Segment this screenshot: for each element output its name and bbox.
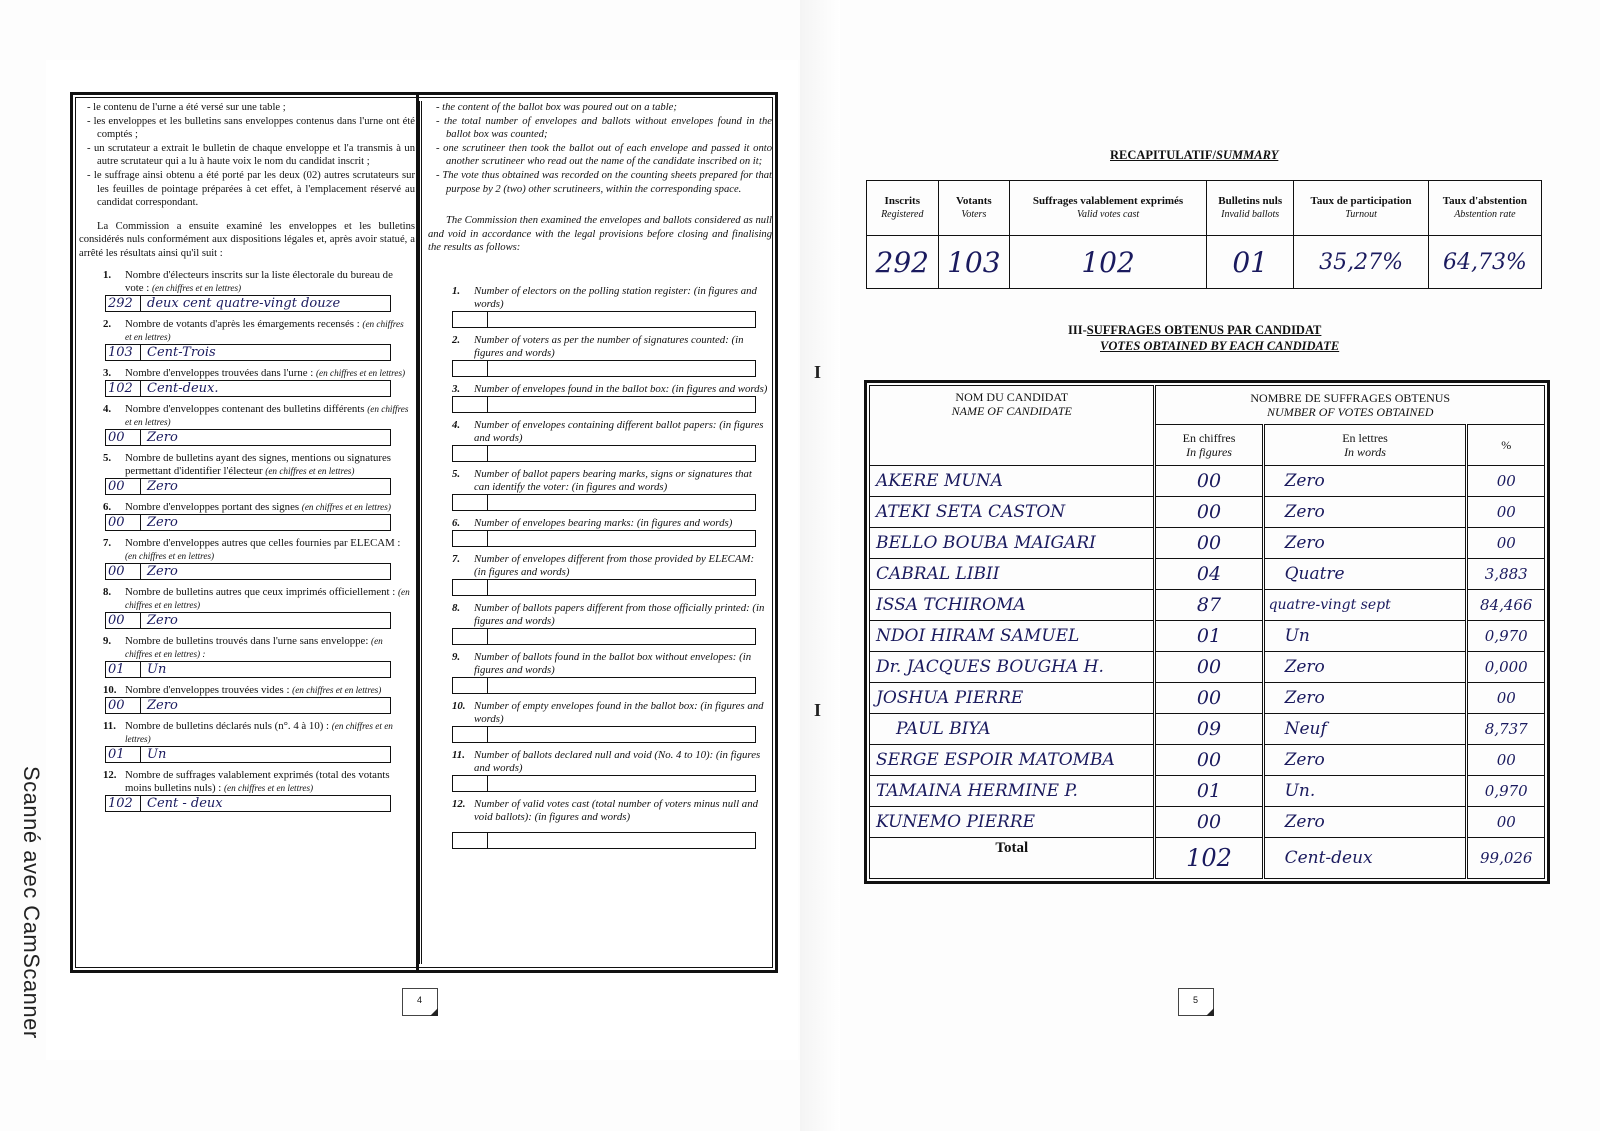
answer-words: Zero bbox=[147, 429, 178, 445]
english-commission-paragraph: The Commission then examined the envelopes and ballots considered as null and void in accordance with the legal provisions before closing and finalising the results as follows: bbox=[428, 215, 772, 254]
page-fold bbox=[800, 0, 840, 1131]
item-label: Nombre de bulletins autres que ceux imprimés officiellement : bbox=[125, 585, 396, 598]
fold-mark: I bbox=[814, 362, 822, 382]
candidate-row: BELLO BOUBA MAIGARI 00 Zero 00 bbox=[870, 528, 1545, 559]
english-column bbox=[419, 101, 772, 964]
result-item-en-6: 6. Number of envelopes bearing marks: (in figures and words) bbox=[428, 517, 772, 547]
answer-words: deux cent quatre-vingt douze bbox=[147, 295, 341, 311]
summary-header-row bbox=[867, 181, 1542, 236]
french-results-list bbox=[79, 269, 415, 812]
result-item-4: 4. Nombre d'enveloppes contenant des bulletins différents (en chiffres et en lettres) 00 Zero bbox=[103, 402, 409, 445]
item-label: Nombre de bulletins ayant des signes, mentions ou signatures permettant d'identifier l'électeur bbox=[125, 451, 391, 477]
answer-field-en[interactable] bbox=[452, 530, 756, 547]
result-item-10: 10. Nombre d'enveloppes trouvées vides : (en chiffres et en lettres) 00 Zero bbox=[79, 684, 415, 714]
candidate-row: CABRAL LIBII 04 Quatre 3,883 bbox=[870, 559, 1545, 590]
answer-field[interactable] bbox=[105, 746, 391, 763]
english-bullet: - The vote thus obtained was recorded on the counting sheets prepared for that purpose by 2 (two) other scrutineers, within the corresponding space. bbox=[436, 169, 772, 195]
answer-field-en[interactable] bbox=[452, 628, 756, 645]
answer-figure bbox=[453, 833, 488, 848]
answer-words: Zero bbox=[147, 478, 178, 494]
english-bullet: - the content of the ballot box was poured out on a table; bbox=[436, 102, 677, 113]
fold-mark: I bbox=[814, 700, 822, 720]
header-abstention: Taux d'abstention Abstention rate bbox=[1428, 181, 1541, 236]
answer-field[interactable] bbox=[105, 429, 391, 446]
answer-words: Cent-deux. bbox=[147, 380, 219, 396]
candidate-row: ISSA TCHIROMA 87 quatre-vingt sept 84,466 bbox=[870, 590, 1545, 621]
english-bullet: - one scrutineer then took the ballot out of each envelope and passed it onto another scrutineer who read out the name of the candidate inscribed on it; bbox=[436, 142, 772, 168]
french-bullet: - les enveloppes et les bulletins sans enveloppes contenus dans l'urne ont été comptés ; bbox=[87, 115, 415, 141]
answer-field[interactable] bbox=[105, 478, 391, 495]
header-in-words: En lettres In words bbox=[1263, 425, 1467, 466]
answer-figure: 00 bbox=[106, 479, 141, 494]
total-label: Total bbox=[870, 838, 1155, 879]
result-item-8: 8. Nombre de bulletins autres que ceux imprimés officiellement : (en chiffres et en lettres) 00 Zero bbox=[103, 585, 410, 628]
result-item-7: 7. Nombre d'enveloppes autres que celles fournies par ELECAM : (en chiffres et en lettres) 00 Zero bbox=[103, 536, 401, 579]
summary-title: RECAPITULATIF/SUMMARY bbox=[1110, 148, 1279, 162]
french-bullet: - le suffrage ainsi obtenu a été porté par les deux (02) autres scrutateurs sur les feuilles de pointage préparées à cet effet, à l'emplacement réservé au candidat correspondant. bbox=[87, 169, 415, 209]
header-candidate-name: NOM DU CANDIDAT NAME OF CANDIDATE bbox=[870, 386, 1155, 466]
left-page-frame bbox=[70, 92, 778, 973]
answer-field-en[interactable] bbox=[452, 726, 756, 743]
answer-figure bbox=[453, 495, 488, 510]
votes-section-title: III-SUFFRAGES OBTENUS PAR CANDIDAT VOTES OBTAINED BY EACH CANDIDATE bbox=[1068, 323, 1340, 353]
answer-field[interactable] bbox=[105, 295, 391, 312]
answer-words: Zero bbox=[147, 697, 178, 713]
item-label: Nombre de bulletins déclarés nuls (n°. 4 à 10) : bbox=[125, 719, 330, 732]
answer-field[interactable] bbox=[105, 697, 391, 714]
answer-words: Zero bbox=[147, 514, 178, 530]
answer-figure bbox=[453, 361, 488, 376]
candidate-row: AKERE MUNA 00 Zero 00 bbox=[870, 466, 1545, 497]
votes-table bbox=[869, 385, 1545, 879]
answer-figure: 00 bbox=[106, 430, 141, 445]
answer-figure: 102 bbox=[106, 796, 141, 811]
answer-figure: 00 bbox=[106, 564, 141, 579]
result-item-en-1: 1. Number of electors on the polling station register: (in figures and words) bbox=[428, 285, 772, 328]
french-bullet: - un scrutateur a extrait le bulletin de chaque enveloppe et l'a transmis à un autre scrutateur qui a lu à haute voix le nom du candidat inscrit ; bbox=[87, 142, 415, 168]
value-abstention: 64,73% bbox=[1428, 236, 1541, 289]
result-item-9: 9. Nombre de bulletins trouvés dans l'urne sans enveloppe: (en chiffres et en lettres) : 01 Un bbox=[79, 635, 415, 678]
result-item-2: 2. Nombre de votants d'après les émargements recensés : (en chiffres et en lettres) 103 Cent-Trois bbox=[103, 317, 404, 360]
answer-field-en[interactable] bbox=[452, 775, 756, 792]
answer-field-en[interactable] bbox=[452, 311, 756, 328]
answer-words: Cent - deux bbox=[147, 795, 223, 811]
result-item-en-9: 9. Number of ballots found in the ballot box without envelopes: (in figures and words) bbox=[428, 651, 772, 694]
header-valid-votes: Suffrages valablement exprimés Valid votes cast bbox=[1010, 181, 1207, 236]
total-figure: 102 bbox=[1155, 838, 1263, 879]
result-item-en-4: 4. Number of envelopes containing different ballot papers: (in figures and words) bbox=[428, 419, 772, 462]
header-in-figures: En chiffres In figures bbox=[1155, 425, 1263, 466]
header-voters: Votants Voters bbox=[938, 181, 1010, 236]
answer-field-en[interactable] bbox=[452, 445, 756, 462]
result-item-12: 12. Nombre de suffrages valablement exprimés (total des votants moins bulletins nuls) : (en chiffres et en lettres) 102 Cent - deux bbox=[103, 768, 390, 811]
english-results-list bbox=[428, 285, 772, 849]
answer-figure bbox=[453, 397, 488, 412]
french-procedure-list bbox=[79, 101, 415, 210]
item-label: Nombre de bulletins trouvés dans l'urne sans enveloppe: bbox=[125, 634, 369, 647]
answer-field[interactable] bbox=[105, 661, 391, 678]
header-invalid-ballots: Bulletins nuls Invalid ballots bbox=[1207, 181, 1294, 236]
item-label: Nombre de votants d'après les émargements recensés : bbox=[125, 317, 360, 330]
left-page bbox=[46, 60, 798, 1060]
answer-field-en[interactable] bbox=[452, 677, 756, 694]
result-item-en-11: 11. Number of ballots declared null and void (No. 4 to 10): (in figures and words) bbox=[428, 749, 772, 792]
french-bullet: - le contenu de l'urne a été versé sur une table ; bbox=[87, 102, 286, 113]
candidate-row: PAUL BIYA 09 Neuf 8,737 bbox=[870, 714, 1545, 745]
answer-field-en[interactable] bbox=[452, 396, 756, 413]
total-words: Cent-deux bbox=[1263, 838, 1467, 879]
item-label: Nombre d'enveloppes trouvées dans l'urne : bbox=[125, 366, 314, 379]
result-item-6: 6. Nombre d'enveloppes portant des signes (en chiffres et en lettres) 00 Zero bbox=[103, 500, 391, 530]
total-percent: 99,026 bbox=[1467, 838, 1545, 879]
page-number-icon: 5 bbox=[1178, 988, 1214, 1016]
english-bullet: - the total number of envelopes and ballots without envelopes found in the ballot box was counted; bbox=[436, 115, 772, 141]
answer-field[interactable] bbox=[105, 795, 391, 812]
answer-figure: 00 bbox=[106, 515, 141, 530]
answer-field-en[interactable] bbox=[452, 360, 756, 377]
answer-figure bbox=[453, 727, 488, 742]
answer-figure bbox=[453, 446, 488, 461]
header-turnout: Taux de participation Turnout bbox=[1294, 181, 1428, 236]
answer-figure: 292 bbox=[106, 296, 141, 311]
candidate-row: KUNEMO PIERRE 00 Zero 00 bbox=[870, 807, 1545, 838]
result-item-en-10: 10. Number of empty envelopes found in the ballot box: (in figures and words) bbox=[428, 700, 772, 743]
result-item-en-7: 7. Number of envelopes different from those provided by ELECAM: (in figures and words) bbox=[428, 553, 772, 596]
votes-table-frame bbox=[864, 380, 1550, 884]
item-label: Nombre d'enveloppes contenant des bulletins différents bbox=[125, 402, 365, 415]
answer-words: Un bbox=[147, 746, 167, 762]
french-column bbox=[79, 101, 415, 964]
value-invalid-ballots: 01 bbox=[1207, 236, 1294, 289]
answer-field[interactable] bbox=[105, 344, 391, 361]
answer-figure bbox=[453, 629, 488, 644]
result-item-en-8: 8. Number of ballots papers different from those officially printed: (in figures and words) bbox=[428, 602, 772, 645]
item-label: Nombre d'enveloppes autres que celles fournies par ELECAM : bbox=[125, 536, 401, 549]
answer-field-en[interactable] bbox=[452, 832, 756, 849]
answer-figure bbox=[453, 531, 488, 546]
candidate-row: JOSHUA PIERRE 00 Zero 00 bbox=[870, 683, 1545, 714]
answer-field[interactable] bbox=[105, 514, 391, 531]
item-label: Nombre d'électeurs inscrits sur la liste électorale du bureau de vote : bbox=[125, 268, 393, 294]
result-item-en-2: 2. Number of voters as per the number of signatures counted: (in figures and words) bbox=[428, 334, 772, 377]
result-item-1: 1. Nombre d'électeurs inscrits sur la liste électorale du bureau de vote : (en chiffres et en lettres) 292 deux cent quatre-vingt douze bbox=[103, 268, 393, 311]
answer-field[interactable] bbox=[105, 380, 391, 397]
english-procedure-list bbox=[428, 101, 772, 196]
value-valid-votes: 102 bbox=[1010, 236, 1207, 289]
answer-figure: 01 bbox=[106, 747, 141, 762]
summary-table bbox=[866, 180, 1542, 289]
result-item-11: 11. Nombre de bulletins déclarés nuls (n°. 4 à 10) : (en chiffres et en lettres) 01 Un bbox=[103, 719, 393, 762]
header-percent: % bbox=[1467, 425, 1545, 466]
summary-values-row bbox=[867, 236, 1542, 289]
value-voters: 103 bbox=[938, 236, 1010, 289]
value-registered: 292 bbox=[867, 236, 939, 289]
candidate-row: ATEKI SETA CASTON 00 Zero 00 bbox=[870, 497, 1545, 528]
header-registered: Inscrits Registered bbox=[867, 181, 939, 236]
answer-field[interactable] bbox=[105, 563, 391, 580]
result-item-3: 3. Nombre d'enveloppes trouvées dans l'urne : (en chiffres et en lettres) 102 Cent-deux. bbox=[103, 366, 406, 396]
result-item-5: 5. Nombre de bulletins ayant des signes, mentions ou signatures permettant d'identifier l'électeur (en chiffres et en lettres) 00 Zero bbox=[103, 451, 391, 494]
result-item-en-12: 12. Number of valid votes cast (total number of voters minus null and void ballots): (in figures and words) bbox=[428, 798, 772, 849]
french-commission-paragraph: La Commission a ensuite examiné les enveloppes et les bulletins considérés nuls conformément aux dispositions légales et, après avoir statué, a arrêté les résultats ainsi qu'il suit : bbox=[79, 220, 415, 259]
answer-words: Zero bbox=[147, 563, 178, 579]
answer-figure bbox=[453, 312, 488, 327]
value-turnout: 35,27% bbox=[1294, 236, 1428, 289]
answer-figure: 103 bbox=[106, 345, 141, 360]
answer-figure: 00 bbox=[106, 698, 141, 713]
answer-field-en[interactable] bbox=[452, 494, 756, 511]
header-votes-obtained: NOMBRE DE SUFFRAGES OBTENUS NUMBER OF VOTES OBTAINED bbox=[1155, 386, 1545, 425]
answer-words: Zero bbox=[147, 612, 178, 628]
right-page bbox=[840, 60, 1570, 1060]
total-row bbox=[870, 838, 1545, 879]
answer-figure: 01 bbox=[106, 662, 141, 677]
result-item-en-3: 3. Number of envelopes found in the ballot box: (in figures and words) bbox=[428, 383, 772, 413]
answer-figure: 00 bbox=[106, 613, 141, 628]
candidate-row: TAMAINA HERMINE P. 01 Un. 0,970 bbox=[870, 776, 1545, 807]
answer-figure bbox=[453, 776, 488, 791]
answer-figure: 102 bbox=[106, 381, 141, 396]
answer-field-en[interactable] bbox=[452, 579, 756, 596]
candidate-row: NDOI HIRAM SAMUEL 01 Un 0,970 bbox=[870, 621, 1545, 652]
candidate-row: SERGE ESPOIR MATOMBA 00 Zero 00 bbox=[870, 745, 1545, 776]
page-number-icon: 4 bbox=[402, 988, 438, 1016]
item-label: Nombre d'enveloppes portant des signes bbox=[125, 500, 300, 513]
answer-figure bbox=[453, 580, 488, 595]
camscanner-watermark: Scanné avec CamScanner bbox=[19, 766, 44, 1039]
item-label: Nombre d'enveloppes trouvées vides : bbox=[125, 683, 290, 696]
item-label: Nombre de suffrages valablement exprimés (total des votants moins bulletins nuls) : bbox=[125, 768, 390, 794]
result-item-en-5: 5. Number of ballot papers bearing marks, signs or signatures that can identify the voter: (in figures and words) bbox=[428, 468, 772, 511]
answer-words: Cent-Trois bbox=[147, 344, 216, 360]
candidate-row: Dr. JACQUES BOUGHA H. 00 Zero 0,000 bbox=[870, 652, 1545, 683]
answer-field[interactable] bbox=[105, 612, 391, 629]
answer-figure bbox=[453, 678, 488, 693]
answer-words: Un bbox=[147, 661, 167, 677]
